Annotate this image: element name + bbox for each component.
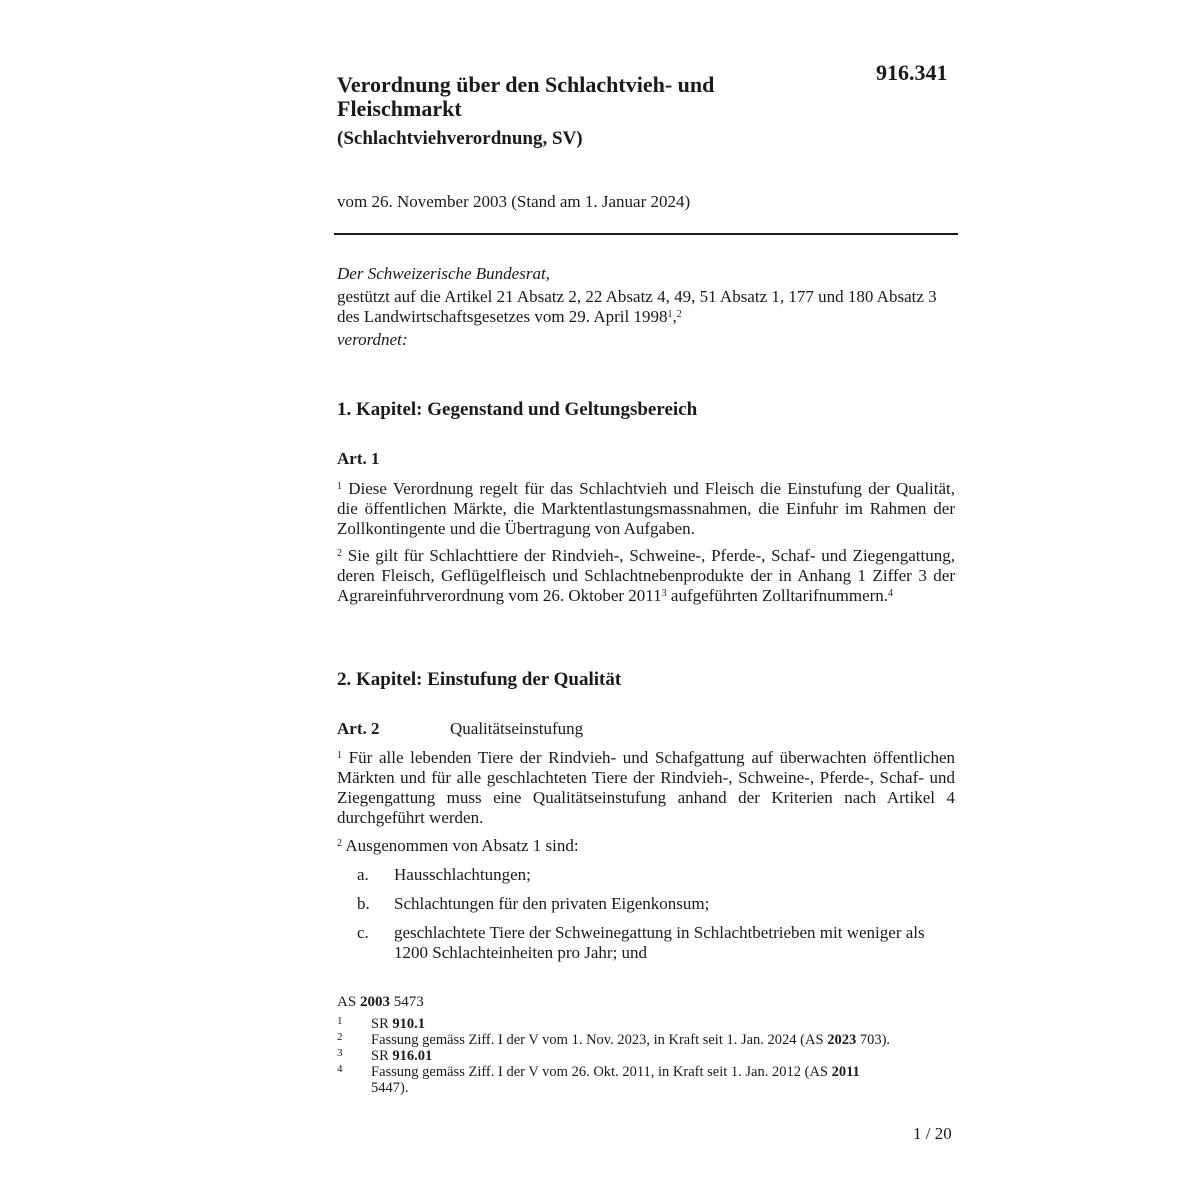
paragraph-text: Für alle lebenden Tiere der Rindvieh- und Schafgattung auf überwachten öffentlichen Märkten und für alle geschlachteten Tiere der Rindvieh-, Schweine-, Pferde-, Schaf- und Ziegengattung muss eine Qualitätseinstufung anhand der Kriterien nach Artikel 4 durchgeführt werden.: [337, 748, 956, 827]
exception-list: [357, 865, 957, 972]
footnote-3: 3 SR 916.01: [337, 1047, 433, 1064]
preamble-decree: verordnet:: [337, 330, 408, 349]
preamble: [337, 264, 957, 353]
article-2-paragraph-1: [337, 748, 955, 828]
footnote-number: 1: [337, 1015, 343, 1027]
footnote-ref-4[interactable]: 4: [888, 588, 894, 599]
document-title: Verordnung über den Schlachtvieh- und Fleischmarkt: [337, 72, 715, 121]
paragraph-number: 2: [337, 838, 342, 849]
footnote-ref-3[interactable]: 3: [661, 588, 667, 599]
article-2-paragraph-2: [337, 836, 955, 856]
paragraph-text: Sie gilt für Schlachttiere der Rindvieh-, Schweine-, Pferde-, Schaf- und Ziegengattung, deren Fleisch, Geflügelfleisch und Schlachtnebenprodukte der in Anhang 1 Ziffer 3 der Agrareinfuhrverordnung vom 26. Oktober 2011: [337, 546, 955, 605]
preamble-authority: Der Schweizerische Bundesrat,: [337, 264, 550, 283]
list-letter: c.: [357, 923, 369, 942]
page-number: 1 / 20: [913, 1124, 952, 1143]
footnotes: [337, 1016, 967, 1096]
paragraph-number: 1: [337, 481, 342, 492]
paragraph-number: 1: [337, 750, 342, 761]
document-subtitle: (Schlachtviehverordnung, SV): [337, 128, 583, 149]
paragraph-number: 2: [337, 548, 342, 559]
footnote-ref-2[interactable]: 2: [676, 309, 682, 320]
chapter-1-heading: 1. Kapitel: Gegenstand und Geltungsbereich: [337, 399, 698, 420]
list-item-text: Hausschlachtungen;: [394, 865, 531, 884]
footnote-2: 2 Fassung gemäss Ziff. I der V vom 1. Nov. 2023, in Kraft seit 1. Jan. 2024 (AS 2023 703).: [337, 1031, 891, 1048]
list-item: [357, 865, 957, 885]
article-1-paragraph-2: [337, 546, 955, 606]
list-letter: b.: [357, 894, 370, 913]
preamble-legal-basis: gestützt auf die Artikel 21 Absatz 2, 22 Absatz 4, 49, 51 Absatz 1, 177 und 180 Absatz 3 des Landwirtschaftsgesetzes vom 29. April 1998$^1$,$^2$: [337, 287, 937, 326]
list-item-text: Schlachtungen für den privaten Eigenkonsum;: [394, 894, 710, 913]
footnote-1: 1 SR 910.1: [337, 1015, 425, 1032]
as-reference: AS 2003 5473: [337, 994, 424, 1010]
list-item: [357, 923, 957, 963]
article-2-heading: [337, 719, 583, 739]
article-2-label: Art. 2: [337, 719, 380, 738]
header-divider: [334, 233, 958, 235]
list-item: [357, 894, 957, 914]
chapter-2-heading: 2. Kapitel: Einstufung der Qualität: [337, 669, 622, 690]
legal-basis-text: gestützt auf die Artikel 21 Absatz 2, 22 Absatz 4, 49, 51 Absatz 1, 177 und 180 Absatz 3 des Landwirtschaftsgesetzes vom 29. April 1998: [337, 287, 937, 326]
paragraph-text-cont: aufgeführten Zolltarifnummern.: [666, 586, 889, 605]
paragraph-text: Diese Verordnung regelt für das Schlachtvieh und Fleisch die Einstufung der Qualität, die öffentlichen Märkte, die Marktentlastungsmassnahmen, die Einfuhr im Rahmen der Zollkontingente und die Übertragung von Aufgaben.: [337, 479, 956, 538]
article-1-heading: [337, 449, 450, 469]
footnote-number: 4: [337, 1063, 343, 1075]
list-item-text: geschlachtete Tiere der Schweinegattung in Schlachtbetrieben mit weniger als 1200 Schlachteinheiten pro Jahr; und: [394, 923, 925, 962]
document-date: vom 26. November 2003 (Stand am 1. Januar 2024): [337, 192, 691, 211]
paragraph-text: Ausgenommen von Absatz 1 sind:: [345, 836, 579, 855]
article-2-title: Qualitätseinstufung: [450, 719, 584, 738]
article-1-paragraph-1: [337, 479, 955, 539]
list-letter: a.: [357, 865, 369, 884]
sr-number: 916.341: [876, 60, 948, 85]
article-1-label: Art. 1: [337, 449, 380, 468]
footnote-4: 4 Fassung gemäss Ziff. I der V vom 26. Okt. 2011, in Kraft seit 1. Jan. 2012 (AS 2011 5447).: [337, 1063, 860, 1096]
footnote-ref-1[interactable]: 1: [667, 309, 673, 320]
footnote-number: 3: [337, 1047, 343, 1059]
footnote-number: 2: [337, 1031, 343, 1043]
